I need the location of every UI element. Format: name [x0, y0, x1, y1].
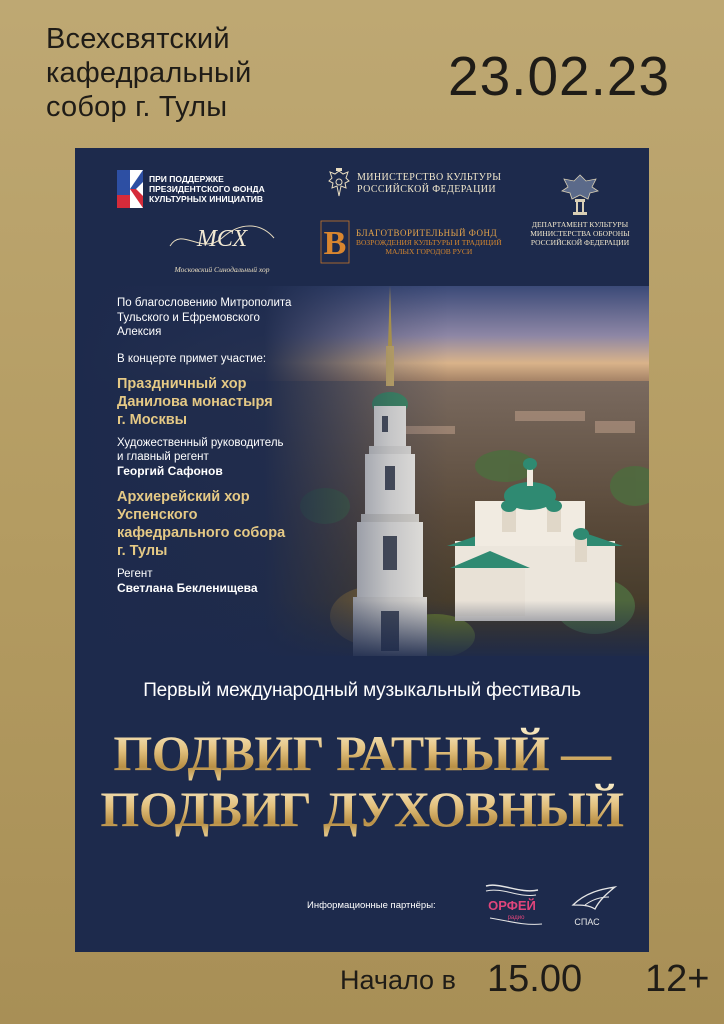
start-label: Начало в: [340, 965, 456, 995]
role-line: Художественный руководитель: [117, 436, 284, 449]
choir-name-1: [117, 375, 357, 429]
mod-text-line: МИНИСТЕРСТВА ОБОРОНЫ: [530, 229, 630, 238]
title-line-1: ПОДВИГ РАТНЫЙ —: [113, 725, 611, 781]
minkult-logo: [327, 168, 501, 200]
bf-line: МАЛЫХ ГОРОДОВ РУСИ: [385, 246, 473, 256]
bf-line: ВОЗРОЖДЕНИЯ КУЛЬТУРЫ И ТРАДИЦИЙ: [356, 237, 502, 247]
mod-logo: [525, 173, 635, 247]
venue-name: [46, 22, 251, 124]
choir-line: Данилова монастыря: [117, 393, 273, 410]
festival-name: Первый международный музыкальный фестиваль: [143, 680, 581, 701]
title-line-2: ПОДВИГ ДУХОВНЫЙ: [100, 781, 624, 837]
blessing-line: Тульского и Ефремовского: [117, 311, 260, 324]
orfei-radio-logo: [480, 880, 544, 928]
age-rating: 12+: [645, 958, 710, 1000]
choir-name-2: [117, 488, 357, 560]
spas-name: СПАС: [574, 917, 600, 927]
orfei-sub: радио: [507, 915, 525, 921]
msx-monogram: МСХ: [196, 226, 248, 252]
partners-label: Информационные партнёры:: [307, 900, 436, 911]
event-date: 23.02.23: [448, 45, 671, 107]
pfki-logo: [117, 170, 265, 208]
ornate-letter-icon: [320, 220, 350, 264]
venue-line: кафедральный: [46, 57, 252, 89]
pfki-text-line: ПРЕЗИДЕНТСКОГО ФОНДА: [149, 184, 265, 194]
eagle-emblem-icon: [327, 168, 351, 200]
charity-fund-logo: [320, 220, 502, 264]
blessing-text: [117, 296, 357, 340]
sponsor-logos: [75, 148, 649, 288]
orfei-name: ОРФЕЙ: [488, 898, 536, 913]
participation-intro: В концерте примет участие:: [117, 352, 267, 365]
bf-letter: В: [323, 225, 347, 262]
role-line: и главный регент: [117, 450, 209, 463]
minkult-text-line: РОССИЙСКОЙ ФЕДЕРАЦИИ: [357, 184, 496, 195]
start-time: 15.00: [487, 958, 583, 1000]
blessing-line: Алексия: [117, 326, 162, 338]
choir-line: кафедрального собора: [117, 524, 286, 541]
pfki-text-line: ПРИ ПОДДЕРЖКЕ: [149, 174, 224, 184]
choir-role-1: [117, 436, 357, 464]
festival-title-graphic: [75, 722, 649, 842]
msx-monogram-icon: [162, 216, 282, 260]
choir-line: Праздничный хор: [117, 375, 247, 392]
poster-panel: [75, 148, 649, 952]
bf-title: БЛАГОТВОРИТЕЛЬНЫЙ ФОНД: [356, 227, 498, 238]
venue-line: Всехсвятский: [46, 23, 230, 55]
choir-director-1: Георгий Сафонов: [117, 463, 223, 478]
mod-text-line: ДЕПАРТАМЕНТ КУЛЬТУРЫ: [531, 220, 629, 229]
program-text: [117, 296, 357, 595]
venue-line: собор г. Тулы: [46, 91, 228, 123]
choir-line: Успенского: [117, 506, 198, 523]
choir-line: Архиерейский хор: [117, 488, 250, 505]
mod-text-line: РОССИЙСКОЙ ФЕДЕРАЦИИ: [530, 238, 630, 247]
spas-logo: [565, 885, 621, 929]
blessing-line: По благословению Митрополита: [117, 297, 292, 309]
festival-title: [75, 722, 649, 842]
msx-caption: Московский Синодальный хор: [174, 265, 270, 274]
choir-director-2: Светлана Бекленищева: [117, 580, 258, 595]
mod-emblem-icon: [560, 173, 600, 215]
pfki-text-line: КУЛЬТУРНЫХ ИНИЦИАТИВ: [149, 194, 264, 204]
minkult-text-line: МИНИСТЕРСТВО КУЛЬТУРЫ: [357, 172, 502, 183]
synodal-choir-logo: [157, 216, 287, 274]
pfki-k-icon: [117, 170, 143, 208]
choir-role-2: Регент: [117, 567, 153, 580]
choir-line: г. Тулы: [117, 542, 168, 559]
choir-line: г. Москвы: [117, 411, 188, 428]
